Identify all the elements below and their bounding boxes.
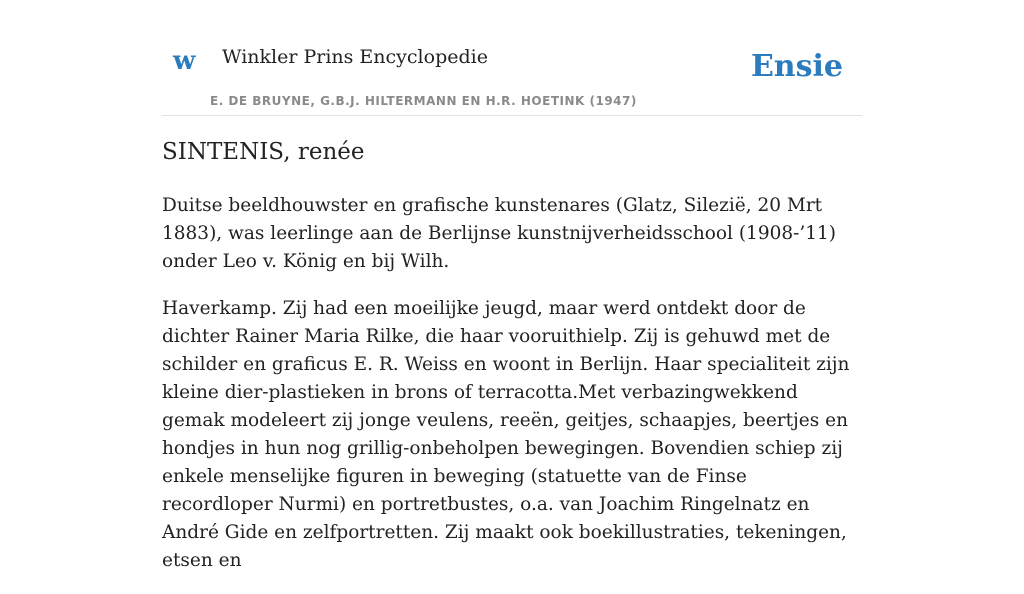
brand-logo[interactable]: Ensie <box>750 49 843 84</box>
work-title[interactable]: Winkler Prins Encyclopedie <box>222 46 488 68</box>
entry-body <box>162 192 862 594</box>
entry-paragraph: Duitse beeldhouwster en grafische kunstenares (Glatz, Silezië, 20 Mrt 1883), was leerlinge aan de Berlijnse kunstnijverheidsschool (1908-’11) onder Leo v. König en bij Wilh. <box>162 195 837 272</box>
work-authors: E. DE BRUYNE, G.B.J. HILTERMANN EN H.R. HOETINK (1947) <box>210 94 637 108</box>
header <box>162 0 862 116</box>
work-logo-icon[interactable]: w <box>173 46 196 76</box>
entry-paragraph: Haverkamp. Zij had een moeilijke jeugd, maar werd ontdekt door de dichter Rainer Maria Rilke, die haar vooruithielp. Zij is gehuwd met de schilder en graficus E. R. Weiss en woont in Berlijn. Haar specialiteit zijn kleine dier-plastieken in brons of terracotta.Met verbazingwekkend gemak modeleert zij jonge veulens, reeën, geitjes, schaapjes, beertjes en hondjes in hun nog grillig-onbeholpen bewegingen. Bovendien schiep zij enkele menselijke figuren in beweging (statuette van de Finse recordloper Nurmi) en portretbustes, o.a. van Joachim Ringelnatz en André Gide en zelfportretten. Zij maakt ook boekillustraties, tekeningen, etsen en <box>162 298 850 571</box>
page-title: SINTENIS, renée <box>162 139 365 165</box>
page <box>162 0 862 571</box>
